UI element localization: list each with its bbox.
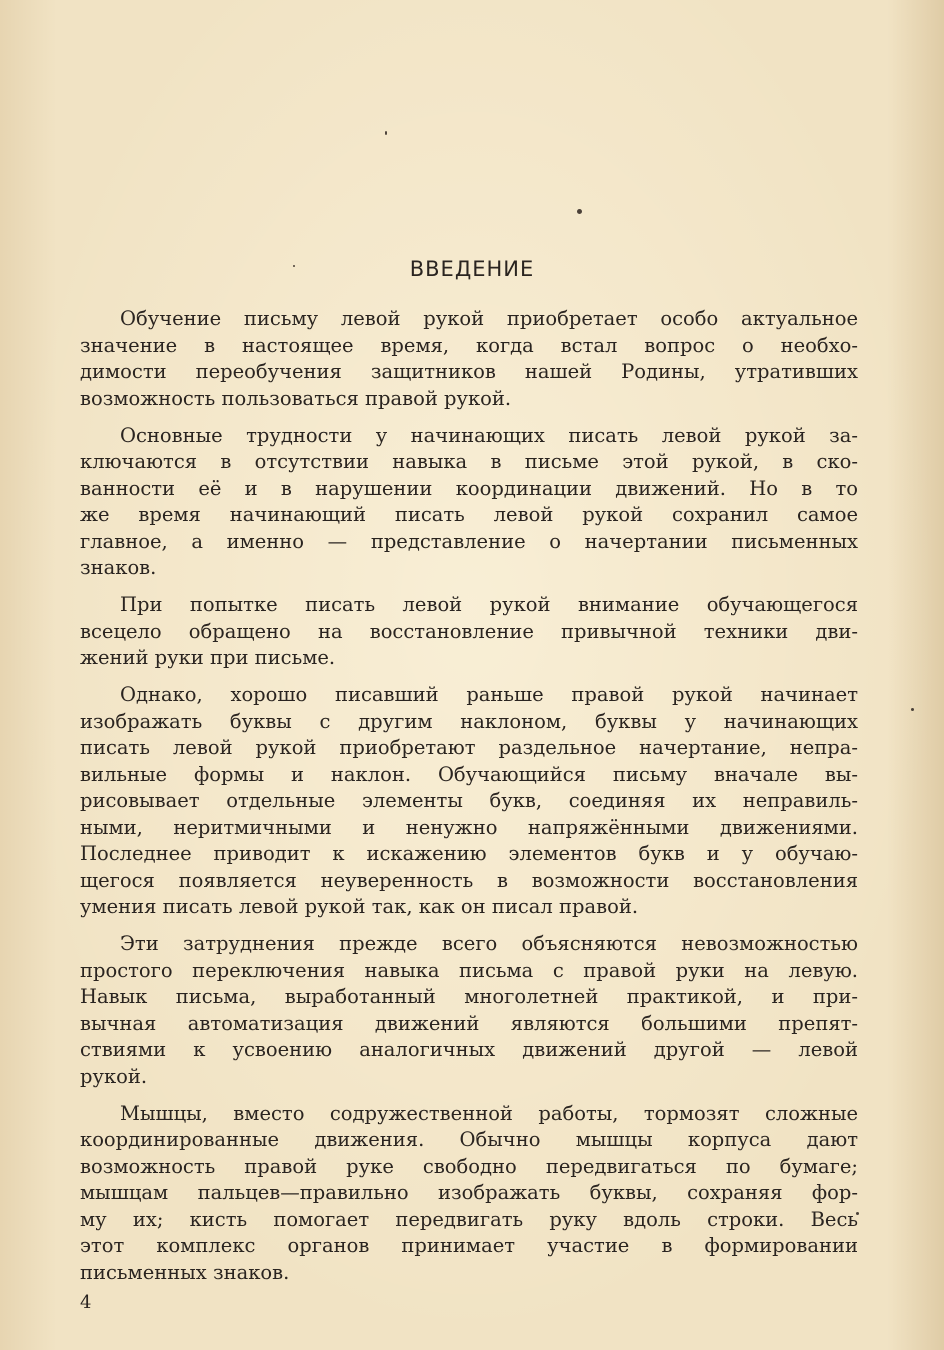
paragraph — [80, 1101, 858, 1287]
text-line: димости переобучения защитников нашей Родины, утративших — [80, 360, 858, 383]
text-line: При попытке писать левой рукой внимание обучающегося — [120, 593, 858, 616]
paragraph — [80, 592, 858, 672]
text-line: письменных знаков. — [80, 1260, 290, 1284]
page-number: 4 — [80, 1292, 92, 1313]
text-line: простого переключения навыка письма с правой руки на левую. — [80, 958, 858, 982]
body-text — [80, 306, 858, 1297]
text-line: ключаются в отсутствии навыка в письме этой рукой, в ско- — [80, 450, 858, 473]
text-line: же время начинающий писать левой рукой сохранил самое — [80, 503, 858, 526]
text-line: главное, а именно — представление о начертании письменных — [80, 529, 858, 553]
paragraph — [80, 306, 858, 412]
text-line: вычная автоматизация движений являются большими препят- — [80, 1011, 858, 1035]
text-line: всецело обращено на восстановление привычной техники дви- — [80, 619, 858, 643]
text-line: Эти затруднения прежде всего объясняются невозможностью — [120, 932, 858, 955]
text-line: ванности её и в нарушении координации движений. Но в то — [80, 476, 858, 500]
text-line: ствиями к усвоению аналогичных движений другой — левой — [80, 1038, 858, 1061]
paragraph — [80, 682, 858, 921]
text-line: щегося появляется неуверенность в возможности восстановления — [80, 868, 858, 892]
text-line: этот комплекс органов принимает участие в формировании — [80, 1234, 858, 1257]
print-speck — [577, 209, 582, 214]
text-line: Последнее приводит к искажению элементов букв и у обучаю- — [80, 842, 858, 865]
text-line: рукой. — [80, 1064, 148, 1088]
text-line: жений руки при письме. — [80, 646, 336, 669]
text-line: рисовывает отдельные элементы букв, соединяя их неправиль- — [80, 789, 858, 812]
section-heading: ВВЕДЕНИЕ — [409, 257, 535, 281]
text-line: ными, неритмичными и ненужно напряжёнными движениями. — [80, 815, 858, 839]
text-line: му их; кисть помогает передвигать руку вдоль строки. Весь — [80, 1207, 858, 1231]
text-line: значение в настоящее время, когда встал вопрос о необхо- — [80, 333, 858, 357]
print-speck — [911, 708, 914, 711]
text-line: писать левой рукой приобретают раздельное начертание, непра- — [80, 736, 858, 759]
text-line: Навык письма, выработанный многолетней практикой, и при- — [80, 985, 858, 1008]
text-line: координированные движения. Обычно мышцы корпуса дают — [80, 1128, 858, 1151]
text-line: знаков. — [80, 556, 157, 579]
print-speck — [385, 131, 387, 135]
text-line: возможность пользоваться правой рукой. — [80, 386, 512, 410]
text-line: умения писать левой рукой так, как он писал правой. — [80, 895, 639, 918]
paragraph — [80, 423, 858, 582]
text-line: Мышцы, вместо содружественной работы, тормозят сложные — [120, 1101, 858, 1125]
text-line: Обучение письму левой рукой приобретает особо актуальное — [120, 307, 858, 330]
paragraph — [80, 931, 858, 1090]
text-line: вильные формы и наклон. Обучающийся письму вначале вы- — [80, 762, 858, 786]
text-line: Основные трудности у начинающих писать левой рукой за- — [120, 423, 858, 447]
text-line: Однако, хорошо писавший раньше правой рукой начинает — [120, 683, 858, 706]
text-line: изображать буквы с другим наклоном, буквы у начинающих — [80, 709, 858, 733]
text-line: мышцам пальцев—правильно изображать буквы, сохраняя фор- — [80, 1181, 858, 1204]
text-line: возможность правой руке свободно передвигаться по бумаге; — [80, 1154, 858, 1178]
